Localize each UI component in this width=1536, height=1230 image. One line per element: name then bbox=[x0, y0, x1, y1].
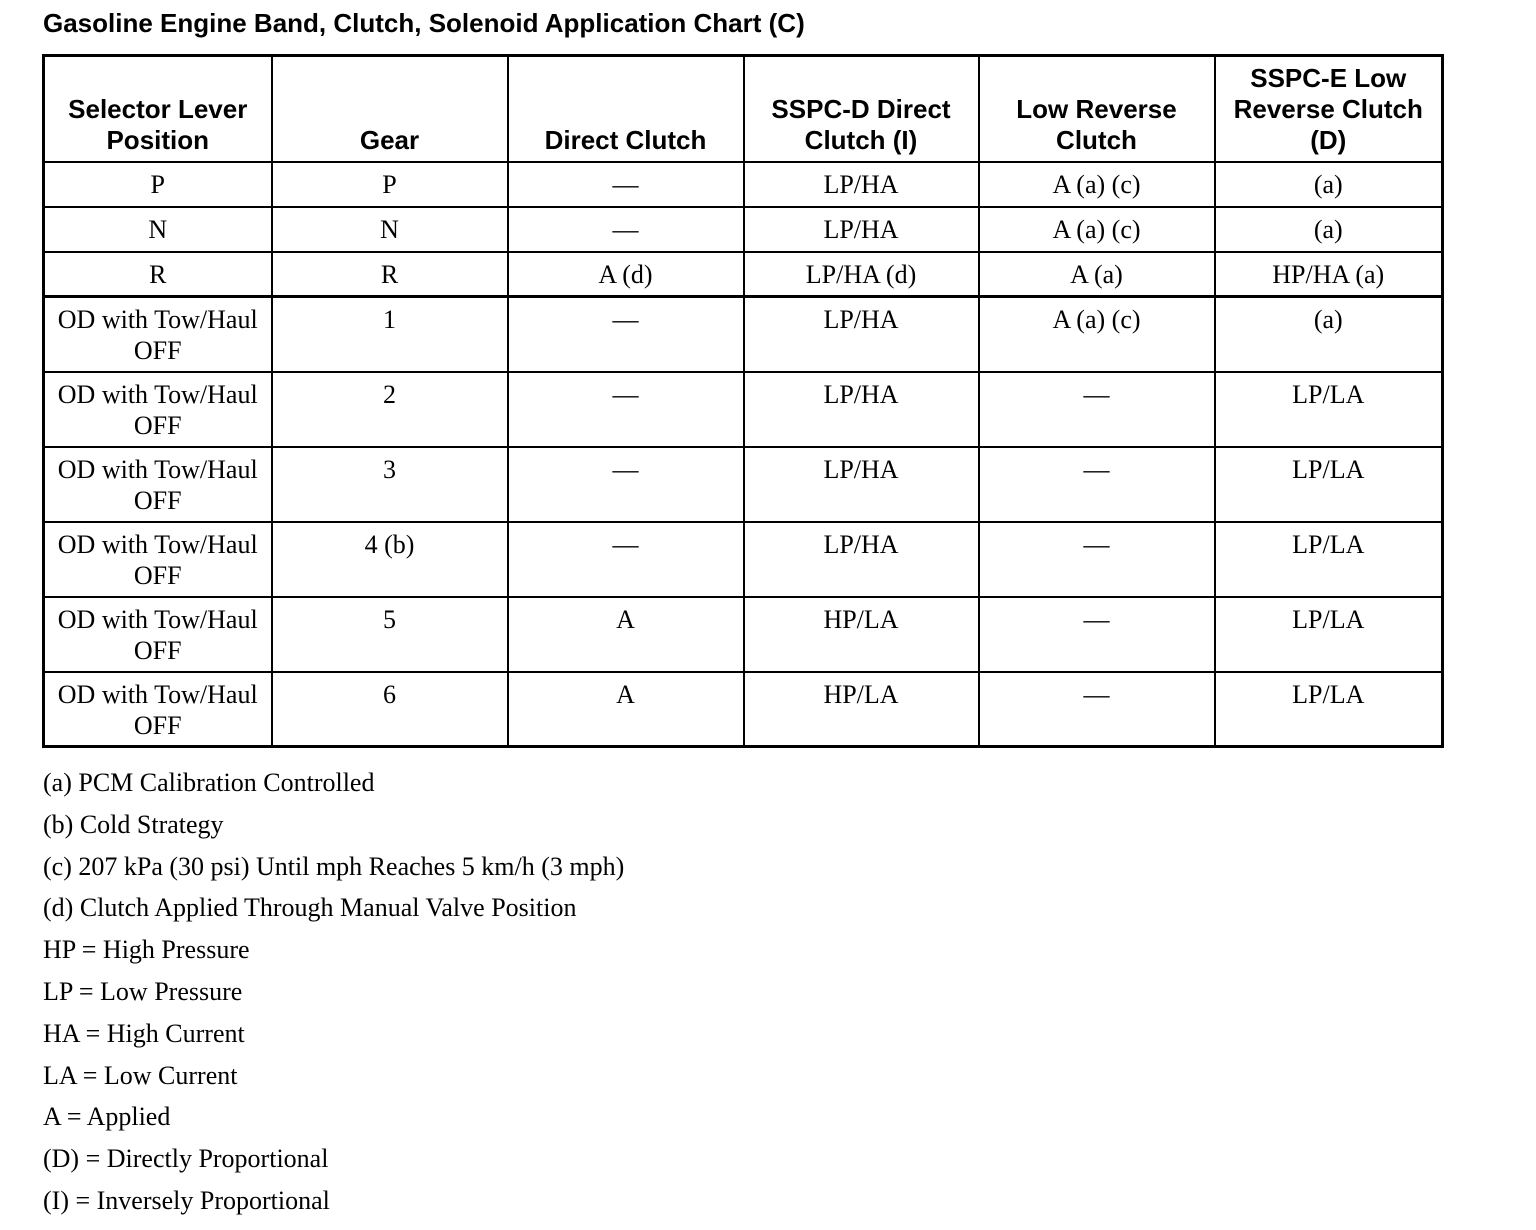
legend-item: (c) 207 kPa (30 psi) Until mph Reaches 5 km/h (3 mph) bbox=[43, 851, 625, 881]
table-cell: — bbox=[508, 522, 744, 597]
table-cell: N bbox=[44, 207, 272, 252]
table-row bbox=[44, 297, 1443, 372]
table-header-row bbox=[44, 56, 1443, 162]
table-row bbox=[44, 597, 1443, 672]
table-cell: — bbox=[979, 447, 1215, 522]
table-cell: (a) bbox=[1215, 297, 1443, 372]
table-cell: OD with Tow/Haul OFF bbox=[44, 597, 272, 672]
table-cell: R bbox=[272, 252, 508, 297]
table-cell: A bbox=[508, 672, 744, 747]
table-cell: LP/HA bbox=[744, 447, 979, 522]
table-row bbox=[44, 447, 1443, 522]
table-cell: OD with Tow/Haul OFF bbox=[44, 672, 272, 747]
table-cell: — bbox=[979, 522, 1215, 597]
table-cell: LP/HA bbox=[744, 522, 979, 597]
legend-item: (I) = Inversely Proportional bbox=[43, 1185, 330, 1215]
table-cell: — bbox=[508, 297, 744, 372]
table-cell: 1 bbox=[272, 297, 508, 372]
table-cell: LP/LA bbox=[1215, 597, 1443, 672]
table-cell: — bbox=[979, 672, 1215, 747]
table-cell: — bbox=[508, 372, 744, 447]
legend-item: A = Applied bbox=[43, 1102, 171, 1132]
table-cell: LP/LA bbox=[1215, 672, 1443, 747]
table-row bbox=[44, 207, 1443, 252]
table-cell: LP/HA bbox=[744, 207, 979, 252]
table-cell: A (d) bbox=[508, 252, 744, 297]
table-cell: A bbox=[508, 597, 744, 672]
table-cell: A (a) (c) bbox=[979, 297, 1215, 372]
legend-item: (D) = Directly Proportional bbox=[43, 1144, 329, 1174]
table-cell: R bbox=[44, 252, 272, 297]
legend-item: (d) Clutch Applied Through Manual Valve Position bbox=[43, 893, 577, 923]
table-cell: LP/HA bbox=[744, 162, 979, 207]
table-cell: P bbox=[44, 162, 272, 207]
table-cell: A (a) bbox=[979, 252, 1215, 297]
header-direct-clutch: Direct Clutch bbox=[508, 56, 744, 162]
table-cell: OD with Tow/Haul OFF bbox=[44, 447, 272, 522]
table-row bbox=[44, 162, 1443, 207]
table-cell: 4 (b) bbox=[272, 522, 508, 597]
table-cell: A (a) (c) bbox=[979, 162, 1215, 207]
table-cell: HP/LA bbox=[744, 597, 979, 672]
table-cell: OD with Tow/Haul OFF bbox=[44, 522, 272, 597]
table-cell: OD with Tow/Haul OFF bbox=[44, 297, 272, 372]
table-cell: LP/HA bbox=[744, 372, 979, 447]
table-cell: (a) bbox=[1215, 162, 1443, 207]
legend-item: LP = Low Pressure bbox=[43, 976, 243, 1006]
legend-item: HP = High Pressure bbox=[43, 935, 250, 965]
table-cell: — bbox=[979, 597, 1215, 672]
table-cell: HP/LA bbox=[744, 672, 979, 747]
table-cell: 3 bbox=[272, 447, 508, 522]
table-cell: LP/HA bbox=[744, 297, 979, 372]
legend bbox=[43, 762, 624, 1222]
table-cell: LP/HA (d) bbox=[744, 252, 979, 297]
application-chart-table bbox=[42, 54, 1444, 748]
table-cell: (a) bbox=[1215, 207, 1443, 252]
table-cell: 2 bbox=[272, 372, 508, 447]
table-cell: A (a) (c) bbox=[979, 207, 1215, 252]
table-cell: 6 bbox=[272, 672, 508, 747]
table-row bbox=[44, 252, 1443, 297]
table-cell: P bbox=[272, 162, 508, 207]
table-cell: LP/LA bbox=[1215, 372, 1443, 447]
header-sspc-e-low-reverse-clutch: SSPC-E Low Reverse Clutch (D) bbox=[1215, 56, 1443, 162]
page-title: Gasoline Engine Band, Clutch, Solenoid Application Chart (C) bbox=[43, 8, 805, 38]
legend-item: LA = Low Current bbox=[43, 1060, 238, 1090]
table-cell: — bbox=[979, 372, 1215, 447]
header-gear: Gear bbox=[272, 56, 508, 162]
legend-item: (b) Cold Strategy bbox=[43, 809, 224, 839]
legend-item: (a) PCM Calibration Controlled bbox=[43, 768, 375, 797]
header-sspc-d-direct-clutch: SSPC-D Direct Clutch (I) bbox=[744, 56, 979, 162]
table-cell: OD with Tow/Haul OFF bbox=[44, 372, 272, 447]
table-cell: — bbox=[508, 162, 744, 207]
table-cell: 5 bbox=[272, 597, 508, 672]
table-cell: — bbox=[508, 447, 744, 522]
legend-item: HA = High Current bbox=[43, 1018, 245, 1048]
table-row bbox=[44, 672, 1443, 747]
table-cell: HP/HA (a) bbox=[1215, 252, 1443, 297]
table-cell: LP/LA bbox=[1215, 447, 1443, 522]
table-cell: — bbox=[508, 207, 744, 252]
table-cell: LP/LA bbox=[1215, 522, 1443, 597]
table-row bbox=[44, 372, 1443, 447]
table-row bbox=[44, 522, 1443, 597]
table-cell: N bbox=[272, 207, 508, 252]
header-selector-lever-position: Selector Lever Position bbox=[44, 56, 272, 162]
header-low-reverse-clutch: Low Reverse Clutch bbox=[979, 56, 1215, 162]
